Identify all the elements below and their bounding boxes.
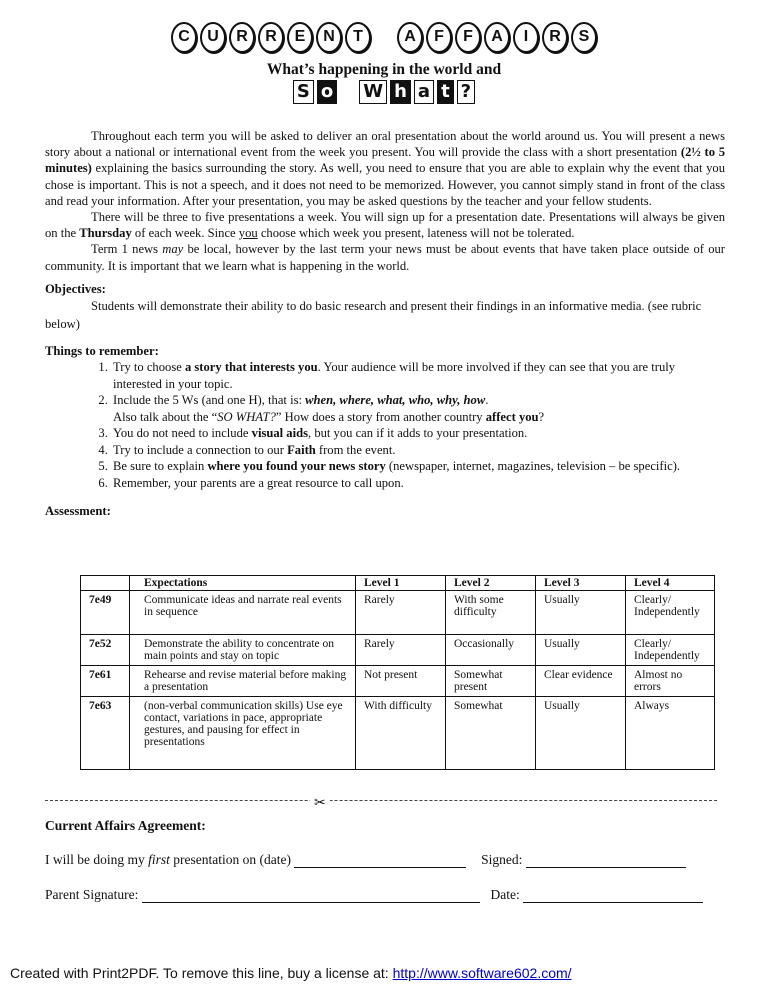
level-cell: Occasionally	[446, 635, 536, 666]
level-cell: Usually	[536, 591, 626, 635]
code-header	[81, 576, 130, 591]
title-letter: F	[455, 22, 481, 53]
software602-link[interactable]: http://www.software602.com/	[392, 965, 572, 981]
list-item: 5. Be sure to explain where you found your news story (newspaper, internet, magazines, television – be specific).	[111, 458, 725, 475]
column-header: Level 1	[356, 576, 446, 591]
title-current-affairs	[171, 22, 597, 53]
title-letter: E	[287, 22, 313, 53]
title-letter: T	[345, 22, 371, 53]
first-presentation-line: I will be doing my first presentation on (date) Signed:	[45, 852, 686, 868]
intro-paragraph-1: Throughout each term you will be asked to deliver an oral presentation about the world around us. You will present a news story about a national or international event from the week you present. You will provide the class with a short presentation (2½ to 5 minutes) explaining the basics surrounding the story. As well, you need to ensure that you are able to explain why the event that you chose is important. This is not a speech, and it does not need to be memorized. However, you cannot simply stand in front of the class and read your information. After your presentation, you may be asked questions by the teacher and your fellow students.	[45, 129, 725, 208]
intro-paragraph-3: Term 1 news may be local, however by the last term your news must be about events that have taken place outside of our community. It is important that we learn what is happening in the world.	[45, 242, 725, 273]
so-what-ransom-text	[293, 80, 475, 104]
objectives-heading: Objectives:	[45, 281, 106, 296]
title-letter: R	[229, 22, 255, 53]
code-cell: 7e49	[81, 591, 130, 635]
table-header-row	[81, 576, 715, 591]
title-letter: N	[316, 22, 342, 53]
list-item: 3. You do not need to include visual aids, but you can if it adds to your presentation.	[111, 425, 725, 442]
title-letter: U	[200, 22, 226, 53]
ransom-letter: S	[293, 80, 314, 104]
level-cell: With some difficulty	[446, 591, 536, 635]
scissors-icon: ✂	[310, 798, 330, 810]
document-body	[45, 128, 725, 519]
code-cell: 7e52	[81, 635, 130, 666]
level-cell: Somewhat	[446, 697, 536, 770]
level-cell: Rarely	[356, 591, 446, 635]
title-letter: C	[171, 22, 197, 53]
column-header: Level 3	[536, 576, 626, 591]
cut-line	[45, 800, 717, 801]
intro-paragraph-2: There will be three to five presentations a week. You will sign up for a presentation date. Presentations will always be given on the Thursday of each week. Since you choose which week you present, lateness will not be tolerated.	[45, 210, 725, 241]
expectation-cell: Rehearse and revise material before making a presentation	[130, 666, 356, 697]
title-letter: S	[571, 22, 597, 53]
objectives-text: Students will demonstrate their ability to do basic research and present their findings in an informative media. (see rubric below)	[45, 299, 702, 332]
ransom-letter: t	[437, 80, 454, 104]
remember-list	[45, 359, 725, 491]
code-cell: 7e61	[81, 666, 130, 697]
parent-date-field[interactable]	[523, 888, 703, 903]
code-cell: 7e63	[81, 697, 130, 770]
parent-signature-line	[45, 887, 703, 903]
agreement-heading: Current Affairs Agreement:	[45, 818, 206, 833]
title-letter: A	[484, 22, 510, 53]
level-cell: Clearly/ Independently	[626, 635, 715, 666]
print2pdf-footer: Created with Print2PDF. To remove this line, buy a license at: http://www.software602.com/	[10, 965, 572, 981]
parent-signature-field[interactable]	[142, 888, 480, 903]
expectation-cell: Demonstrate the ability to concentrate on main points and stay on topic	[130, 635, 356, 666]
ransom-letter: W	[359, 80, 387, 104]
list-item: 4. Try to include a connection to our Faith from the event.	[111, 442, 725, 459]
list-item: 1. Try to choose a story that interests you. Your audience will be more involved if they can see that you are truly interested in your topic.	[111, 359, 725, 392]
so-what-heading	[0, 80, 768, 104]
expectation-cell: (non-verbal communication skills) Use eye contact, variations in pace, appropriate gestures, and pausing for effect in presentations	[130, 697, 356, 770]
date-field[interactable]	[294, 853, 466, 868]
title-letter: F	[426, 22, 452, 53]
level-cell: Usually	[536, 697, 626, 770]
signed-label: Signed:	[481, 852, 523, 867]
column-header: Expectations	[130, 576, 356, 591]
signed-field[interactable]	[526, 853, 686, 868]
table-row	[81, 591, 715, 635]
ransom-letter: h	[390, 80, 411, 104]
remember-heading: Things to remember:	[45, 344, 159, 359]
level-cell: Not present	[356, 666, 446, 697]
list-item: 6. Remember, your parents are a great resource to call upon.	[111, 475, 725, 492]
column-header: Level 4	[626, 576, 715, 591]
table-row	[81, 635, 715, 666]
list-item: 2. Include the 5 Ws (and one H), that is: when, where, what, who, why, how. Also talk about the “SO WHAT?” How does a story from another country affect you?	[111, 392, 725, 425]
ransom-letter: ?	[457, 80, 475, 104]
level-cell: Always	[626, 697, 715, 770]
level-cell: Somewhat present	[446, 666, 536, 697]
level-cell: With difficulty	[356, 697, 446, 770]
column-header: Level 2	[446, 576, 536, 591]
parent-signature-label: Parent Signature:	[45, 887, 139, 902]
table-row	[81, 697, 715, 770]
table-row	[81, 666, 715, 697]
assessment-rubric-table	[80, 575, 715, 770]
date-label: Date:	[490, 887, 520, 902]
subtitle: What’s happening in the world and	[266, 61, 502, 78]
ransom-letter: o	[317, 80, 337, 104]
title-letter: R	[258, 22, 284, 53]
title-banner	[0, 22, 768, 53]
ransom-letter: a	[414, 80, 434, 104]
level-cell: Clearly/ Independently	[626, 591, 715, 635]
title-letter: R	[542, 22, 568, 53]
level-cell: Clear evidence	[536, 666, 626, 697]
title-letter: I	[513, 22, 539, 53]
level-cell: Rarely	[356, 635, 446, 666]
level-cell: Usually	[536, 635, 626, 666]
expectation-cell: Communicate ideas and narrate real events in sequence	[130, 591, 356, 635]
level-cell: Almost no errors	[626, 666, 715, 697]
title-letter: A	[397, 22, 423, 53]
assessment-heading: Assessment:	[45, 504, 111, 519]
